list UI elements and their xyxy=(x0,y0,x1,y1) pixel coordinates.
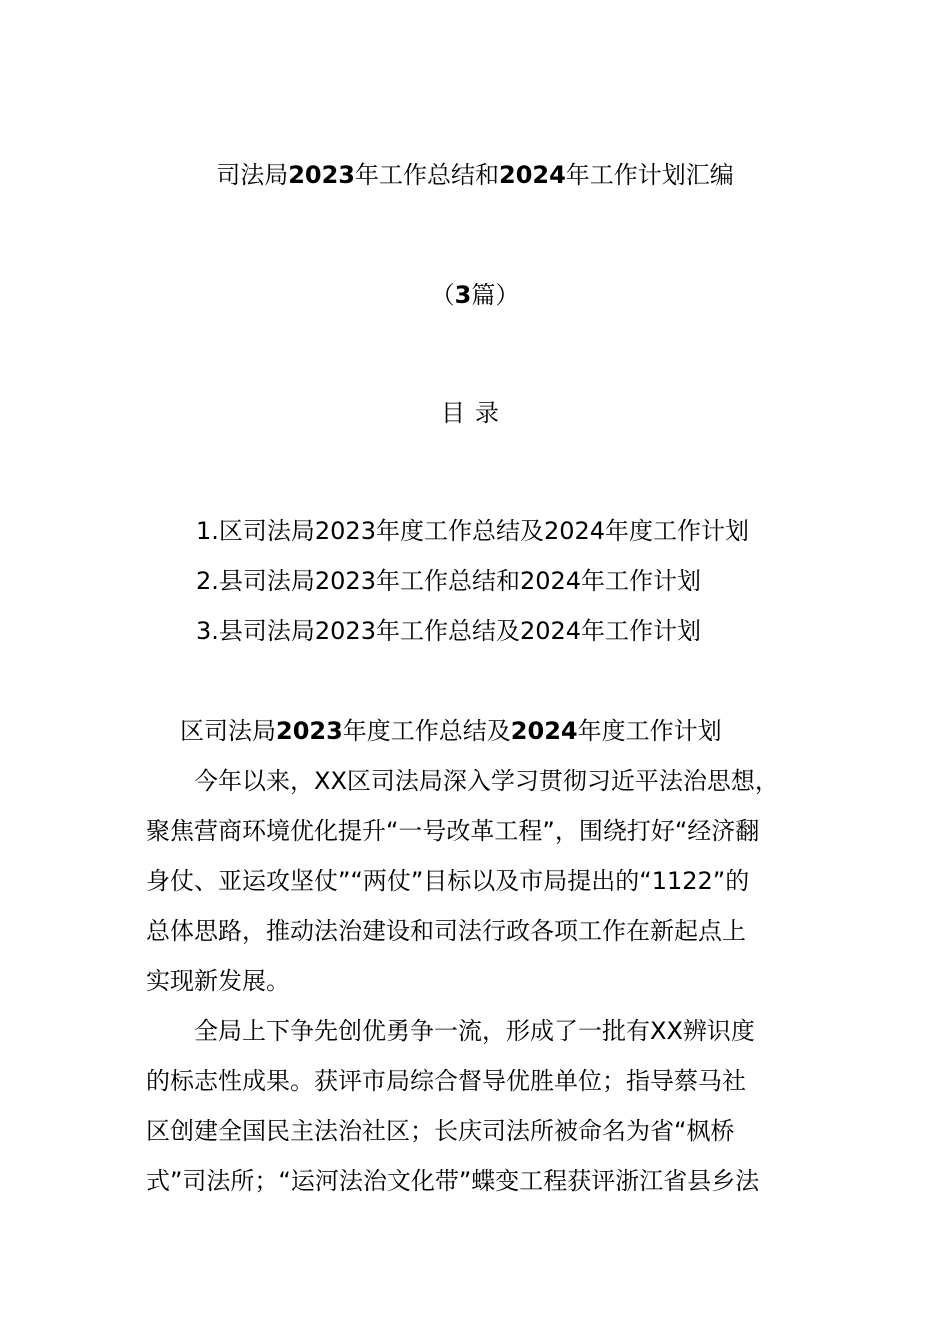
toc-heading: 目录 xyxy=(441,399,509,427)
paragraph-2 xyxy=(146,1006,836,1206)
paragraph-line: 的标志性成果。获评市局综合督导优胜单位；指导蔡马社 xyxy=(146,1067,746,1095)
paragraph-line: 总体思路，推动法治建设和司法行政各项工作在新起点上 xyxy=(146,917,746,945)
document-title xyxy=(0,160,950,190)
subtitle-close: 篇） xyxy=(471,281,520,309)
title-part-1: 司法局 xyxy=(216,161,289,189)
title-year-2023: 2023 xyxy=(288,161,355,189)
section-title-part-1: 区司法局 xyxy=(180,717,276,745)
section-title xyxy=(180,716,722,746)
paragraph-line: 今年以来，XX区司法局深入学习贯彻习近平法治思想， xyxy=(194,767,779,795)
toc-item[interactable]: 2.县司法局2023年工作总结和2024年工作计划 xyxy=(196,567,702,595)
section-title-part-2: 年度工作总结及 xyxy=(342,717,511,745)
section-title-year-2024: 2024 xyxy=(510,717,578,745)
paragraph-line: 实现新发展。 xyxy=(146,967,290,995)
title-part-2: 年工作总结和 xyxy=(355,161,499,189)
title-part-3: 年工作计划汇编 xyxy=(565,161,734,189)
paragraph-1 xyxy=(146,756,836,1006)
section-title-year-2023: 2023 xyxy=(276,717,343,745)
toc-item[interactable]: 3.县司法局2023年工作总结及2024年工作计划 xyxy=(196,617,702,645)
paragraph-line: 区创建全国民主法治社区；长庆司法所被命名为省“枫桥 xyxy=(146,1117,735,1145)
subtitle-count: 3 xyxy=(454,281,472,309)
paragraph-line: 全局上下争先创优勇争一流，形成了一批有XX辨识度 xyxy=(194,1017,755,1045)
subtitle-open: （ xyxy=(430,281,455,309)
paragraph-line: 身仗、亚运攻坚仗”“两仗”目标以及市局提出的“1122”的 xyxy=(146,867,750,895)
paragraph-line: 式”司法所；“运河法治文化带”蝶变工程获评浙江省县乡法 xyxy=(146,1167,760,1195)
section-title-part-3: 年度工作计划 xyxy=(577,717,722,745)
title-year-2024: 2024 xyxy=(499,161,566,189)
document-subtitle xyxy=(0,280,950,310)
paragraph-line: 聚焦营商环境优化提升“一号改革工程”，围绕打好“经济翻 xyxy=(146,817,760,845)
toc-item[interactable]: 1.区司法局2023年度工作总结及2024年度工作计划 xyxy=(196,517,750,545)
